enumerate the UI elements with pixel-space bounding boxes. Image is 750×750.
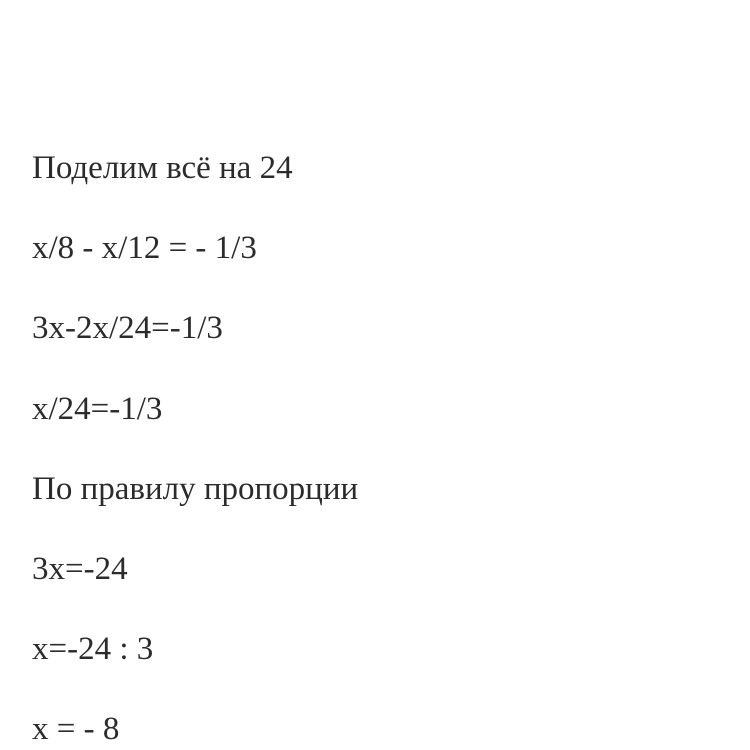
solution-answer: x = - 8 — [32, 711, 120, 747]
solution-equation-5: x=-24 : 3 — [32, 631, 154, 667]
solution-equation-3: x/24=-1/3 — [32, 391, 163, 427]
solution-step-proportion-rule: По правилу пропорции — [32, 471, 359, 507]
solution-equation-4: 3x=-24 — [32, 551, 128, 587]
solution-equation-2: 3x-2x/24=-1/3 — [32, 310, 223, 346]
solution-equation-1: x/8 - x/12 = - 1/3 — [32, 230, 257, 266]
solution-step-divide-by-24: Поделим всё на 24 — [32, 150, 293, 186]
